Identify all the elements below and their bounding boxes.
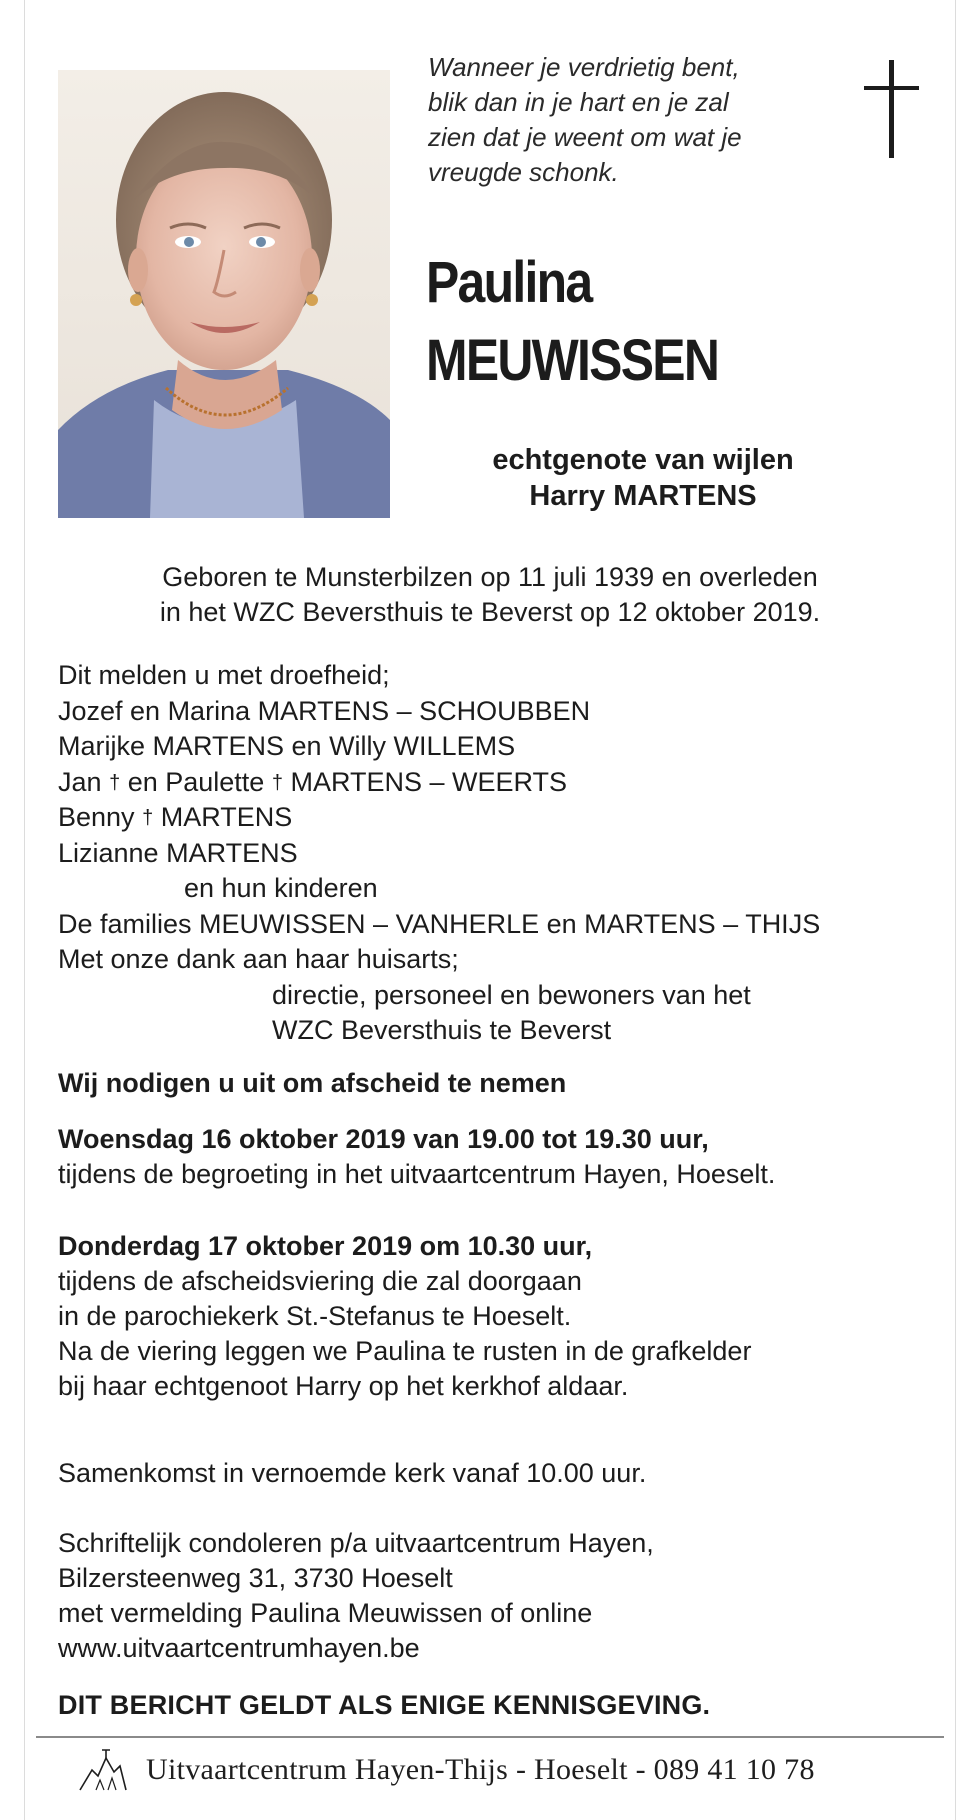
funeral-home-logo-icon: [76, 1746, 130, 1796]
dagger-icon: †: [142, 807, 154, 829]
dagger-icon: †: [271, 771, 283, 794]
notice-line: DIT BERICHT GELDT ALS ENIGE KENNISGEVING.: [58, 1690, 711, 1720]
mourner-name: Jan: [58, 766, 102, 797]
wake-info: [58, 1122, 775, 1192]
poem: [428, 50, 828, 190]
condolence-line: Bilzersteenweg 31, 3730 Hoeselt: [58, 1563, 453, 1593]
funeral-line: tijdens de afscheidsviering die zal doorgaan: [58, 1266, 582, 1296]
footer-divider: [36, 1736, 944, 1738]
spouse-info: [428, 442, 858, 514]
funeral-heading: Donderdag 17 oktober 2019 om 10.30 uur,: [58, 1231, 593, 1261]
cross-icon: [858, 60, 924, 160]
mourners-intro: Dit melden u met droefheid;: [58, 660, 390, 690]
portrait-photo: [58, 70, 390, 518]
mourner-line: De families MEUWISSEN – VANHERLE en MARTENS – THIJS: [58, 908, 821, 939]
wake-heading: Woensdag 16 oktober 2019 van 19.00 tot 19.30 uur,: [58, 1124, 709, 1154]
funeral-line: Na de viering leggen we Paulina te rusten in de grafkelder: [58, 1336, 752, 1366]
poem-line: vreugde schonk.: [428, 157, 619, 187]
funeral-info: [58, 1229, 751, 1404]
mourner-line: en hun kinderen: [184, 873, 378, 903]
dagger-icon: †: [109, 771, 121, 794]
spouse-line-2: Harry MARTENS: [529, 480, 757, 512]
birth-line-1: Geboren te Munsterbilzen op 11 juli 1939 en overleden: [162, 562, 818, 592]
poem-line: zien dat je weent om wat je: [428, 122, 742, 152]
mourner-line: Marijke MARTENS en Willy WILLEMS: [58, 731, 516, 761]
deceased-first-name: Paulina: [426, 250, 592, 315]
poem-line: blik dan in je hart en je zal: [428, 87, 729, 117]
condolence-website-link[interactable]: www.uitvaartcentrumhayen.be: [58, 1633, 420, 1663]
gathering-info: Samenkomst in vernoemde kerk vanaf 10.00 uur.: [58, 1458, 647, 1488]
thanks-line: Met onze dank aan haar huisarts;: [58, 944, 459, 974]
mourner-line: Lizianne MARTENS: [58, 837, 298, 868]
deceased-last-name: MEUWISSEN: [426, 328, 719, 393]
funeral-line: bij haar echtgenoot Harry op het kerkhof aldaar.: [58, 1371, 629, 1401]
mourner-line: [58, 800, 958, 836]
funeral-home-contact: Uitvaartcentrum Hayen-Thijs - Hoeselt - 089 41 10 78: [146, 1753, 815, 1786]
mourner-line: [58, 765, 958, 801]
mourner-name: Benny: [58, 802, 135, 832]
spouse-line-1: echtgenote van wijlen: [492, 444, 794, 476]
birth-death-info: [60, 560, 920, 630]
condolence-line: met vermelding Paulina Meuwissen of online: [58, 1598, 593, 1628]
invite-heading: Wij nodigen u uit om afscheid te nemen: [58, 1068, 567, 1098]
condolence-info: [58, 1526, 654, 1666]
poem-line: Wanneer je verdrietig bent,: [428, 52, 740, 82]
mourners-list: [58, 658, 958, 1049]
mourner-name: en Paulette: [127, 766, 265, 797]
wake-line: tijdens de begroeting in het uitvaartcentrum Hayen, Hoeselt.: [58, 1159, 776, 1189]
mourner-name: MARTENS – WEERTS: [290, 766, 568, 797]
mourner-line: Jozef en Marina MARTENS – SCHOUBBEN: [58, 695, 591, 726]
condolence-line: Schriftelijk condoleren p/a uitvaartcentrum Hayen,: [58, 1528, 654, 1558]
thanks-line: directie, personeel en bewoners van het: [272, 979, 751, 1010]
birth-line-2: in het WZC Beversthuis te Beverst op 12 oktober 2019.: [159, 597, 821, 627]
mourner-name: MARTENS: [160, 802, 293, 832]
funeral-line: in de parochiekerk St.-Stefanus te Hoeselt.: [58, 1301, 572, 1331]
thanks-line: WZC Beversthuis te Beverst: [272, 1015, 612, 1045]
